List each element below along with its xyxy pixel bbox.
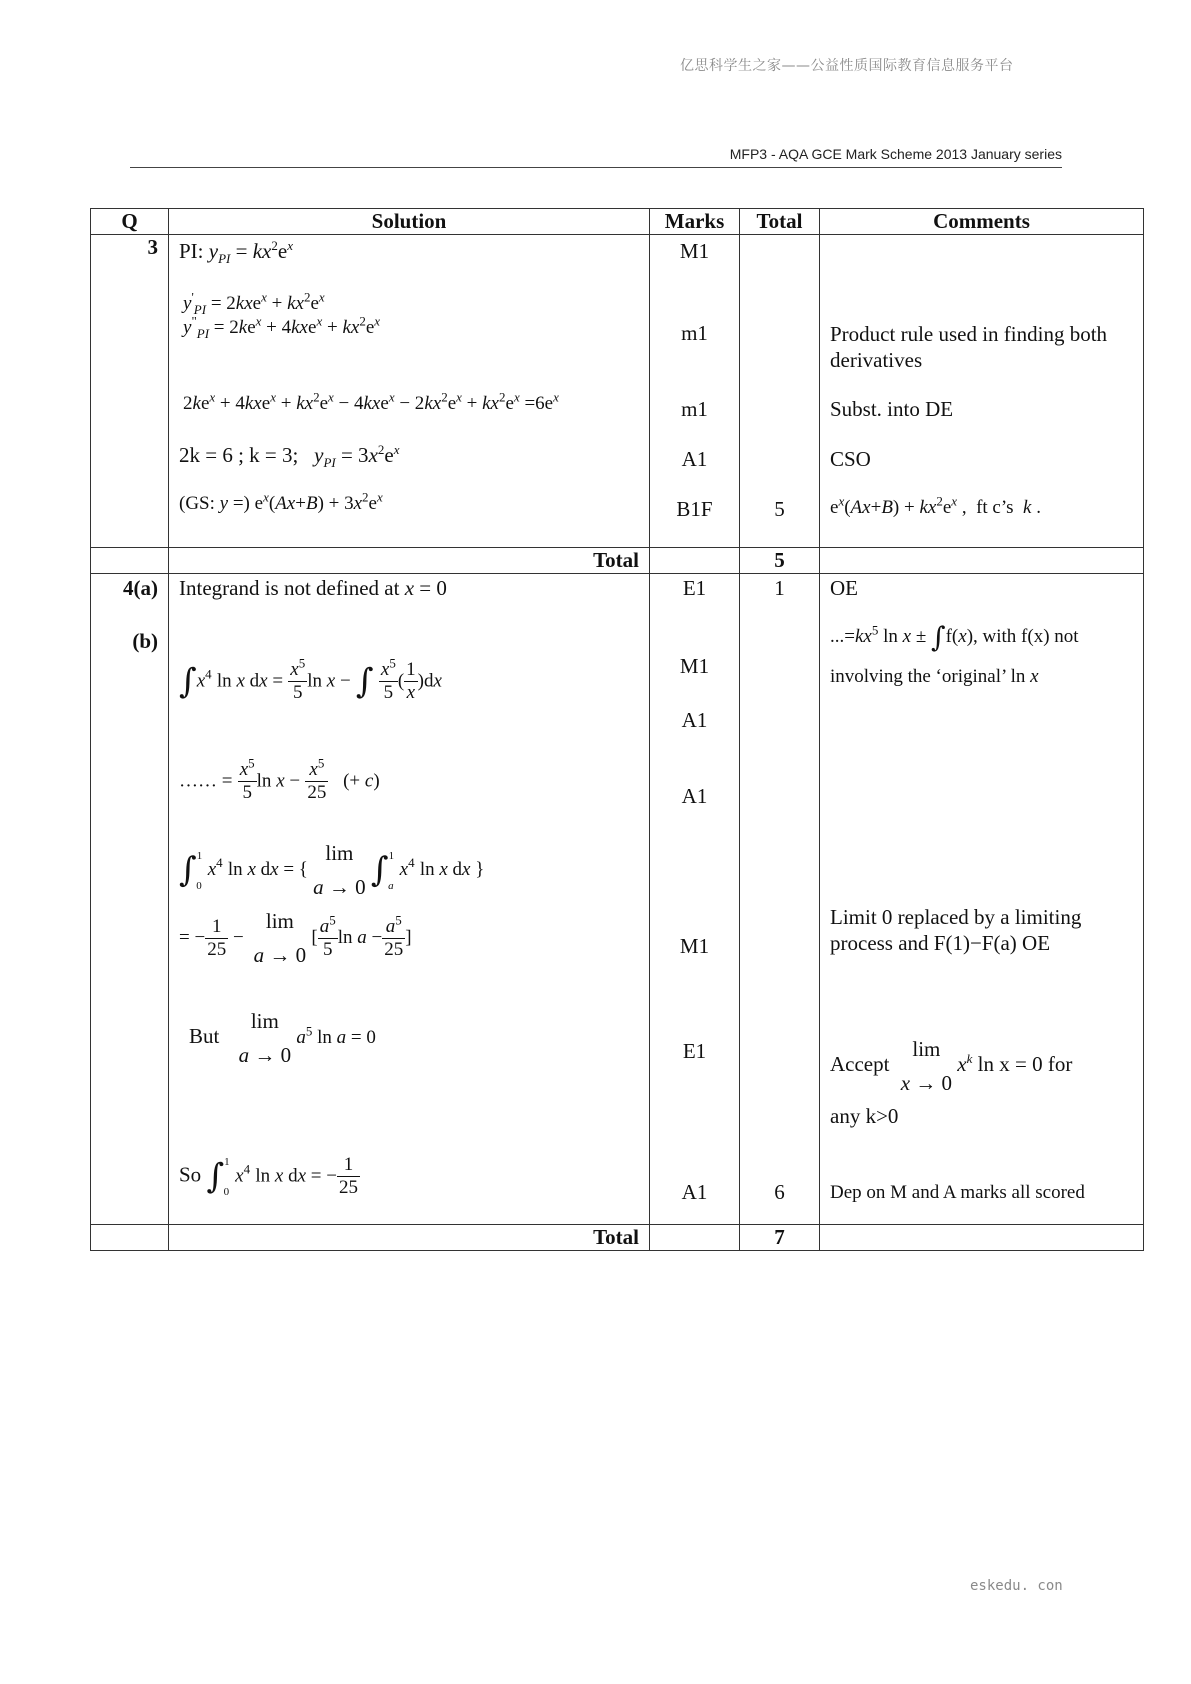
total-2-value: 7: [740, 1225, 820, 1251]
header-total: Total: [740, 209, 820, 235]
q3-mark-3: m1: [681, 397, 708, 421]
footer-text: eskedu. con: [970, 1578, 1063, 1594]
q4b-comment-dep: Dep on M and A marks all scored: [830, 1182, 1085, 1203]
q3-second-derivative: $y^"_{PI} = 2ke^x + 4kxe^x + kx^2e^x$: [183, 313, 381, 341]
q4-solution: [169, 574, 650, 1225]
table-row-total-2: [91, 1225, 1144, 1251]
header-marks: Marks: [650, 209, 740, 235]
header-q: Q: [91, 209, 169, 235]
q3-label: 3: [91, 235, 169, 548]
q4a-mark: E1: [682, 576, 707, 600]
q3-mark-2: m1: [681, 321, 708, 345]
q3-k-line: 2k = 6 ; k = 3; $y_{PI} = 3x^2e^x$: [179, 442, 400, 471]
q4b-definite-limit: $\int^1_0x^4$ ln x dx = { lim a → 0 $\int^1_ax^4$ ln x dx }: [179, 841, 485, 899]
q3-comment-ft: $e^x(Ax+B) + kx^2e^x$ , ft c’s k .: [830, 493, 1041, 518]
header-solution: Solution: [169, 209, 650, 235]
q3-comments: [820, 235, 1144, 548]
q4b-so-line: So $\int^1_0x^4$ ln x dx = − $\frac{1}{25}$: [179, 1154, 358, 1199]
q3-marks: [650, 235, 740, 548]
q3-mark-4: A1: [681, 447, 708, 471]
q4b-label: (b): [132, 629, 158, 653]
q4b-total: 6: [774, 1180, 785, 1204]
running-header: MFP3 - AQA GCE Mark Scheme 2013 January series: [729, 146, 1062, 162]
q4-marks: [650, 574, 740, 1225]
q4b-antiderivative: …… = $\frac{x^5}{5}$ ln x − $\frac{x^5}{25}$ (+ c): [179, 755, 380, 803]
q4a-text: Integrand is not defined at x = 0: [179, 576, 447, 600]
total-2-label: Total: [169, 1225, 650, 1251]
q4b-mark-5: E1: [682, 1039, 707, 1063]
q4-comments: [820, 574, 1144, 1225]
q4b-mark-4: M1: [679, 934, 710, 958]
q3-comment-cso: CSO: [830, 447, 871, 471]
total-1-label: Total: [169, 548, 650, 574]
q3-first-derivative: $y'_{PI} = 2kxe^x + kx^2e^x$: [183, 289, 325, 317]
q4b-mark-2: A1: [681, 708, 708, 732]
q3-solution: [169, 235, 650, 548]
table-header-row: [91, 209, 1144, 235]
total-1-value: 5: [740, 548, 820, 574]
table-row-total-1: [91, 548, 1144, 574]
header-comments: Comments: [820, 209, 1144, 235]
q4b-comment-parts: $...=kx^5$ ln x ± ∫f(x), with f(x) not: [830, 620, 1079, 654]
q4b-but-line: But lim a → 0 $a^5$ ln a = 0: [189, 1009, 376, 1067]
q3-comment-subst: Subst. into DE: [830, 397, 954, 421]
q4-total: [740, 574, 820, 1225]
q4a-label: 4(a): [123, 576, 158, 600]
q3-general-solution: (GS: y =) $e^x(Ax+B) + 3x^2e^x$: [179, 489, 383, 514]
q3-mark-1: M1: [679, 239, 710, 263]
q3-total: [740, 235, 820, 548]
table-row-q4: [91, 574, 1144, 1225]
q4b-mark-6: A1: [681, 1180, 708, 1204]
q3-total-value: 5: [774, 497, 785, 521]
mark-scheme-table: [90, 208, 1144, 1251]
q4b-comment-parts-line2: involving the ‘original’ ln x: [830, 666, 1039, 687]
q3-mark-5: B1F: [676, 497, 713, 521]
table-row-q3: [91, 235, 1144, 548]
q4b-comment-accept-line2: any k>0: [830, 1104, 899, 1128]
q4a-total: 1: [774, 576, 785, 600]
q4b-integration-by-parts: $\int x^4$ ln x dx = $\frac{x^5}{5}$ ln x − ∫ $\frac{x^5}{5}$ ( $\frac{1}{x}$ )dx: [179, 655, 442, 703]
q3-comment-product-rule: Product rule used in finding both derivatives: [830, 322, 1108, 372]
q4b-mark-3: A1: [681, 784, 708, 808]
q4b-comment-limit: Limit 0 replaced by a limiting process and F(1)−F(a) OE: [830, 905, 1082, 955]
watermark-text: 亿思科学生之家——公益性质国际教育信息服务平台: [680, 58, 1014, 74]
q3-pi-line: PI: $y_{PI} = kx^2e^x$: [179, 238, 293, 267]
q4a-comment: OE: [830, 576, 858, 600]
header-rule: [130, 167, 1062, 168]
q4b-mark-1: M1: [679, 654, 710, 678]
q4-label: [91, 574, 169, 1225]
q4b-limit-evaluation: = − $\frac{1}{25}$ − lim a → 0 [ $\frac{a^5}{5}$ ln a − $\frac{a^5}{25}$ ]: [179, 909, 412, 967]
q3-substitution-line: $2ke^x + 4kxe^x + kx^2e^x - 4kxe^x - 2kx^2e^x + kx^2e^x =6e^x$: [183, 389, 559, 414]
q4b-comment-accept: Accept lim x → 0 $x^k$ ln x = 0 for: [830, 1037, 1073, 1095]
